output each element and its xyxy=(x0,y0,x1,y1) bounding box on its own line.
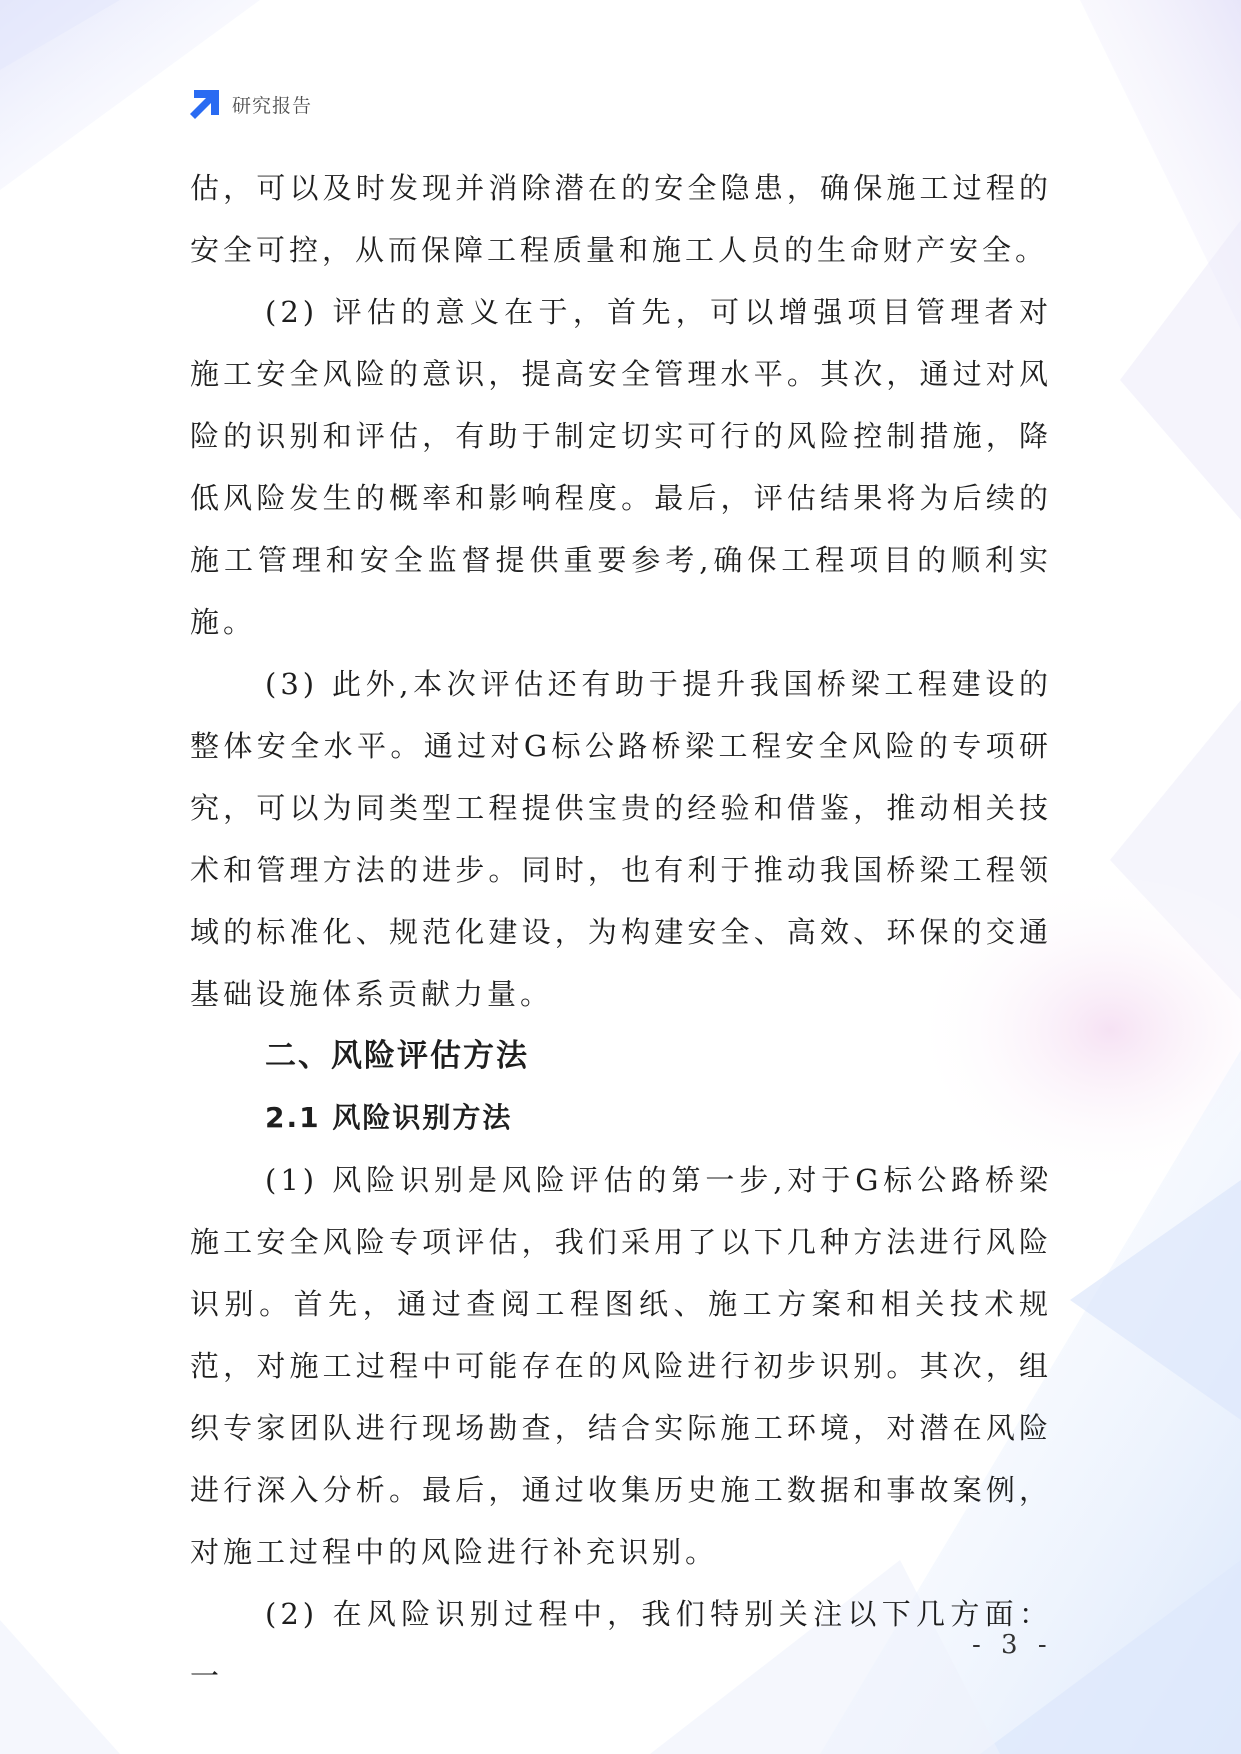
header-title: 研究报告 xyxy=(232,94,313,117)
paragraph-2: (2) 评估的意义在于，首先，可以增强项目管理者对施工安全风险的意识，提高安全管理水平。其次，通过对风险的识别和评估，有助于制定切实可行的风险控制措施，降低风险发生的概率和影响程度。最后，评估结果将为后续的施工管理和安全监督提供重要参考,确保工程项目的顺利实施。 xyxy=(190,295,1052,639)
arrow-up-right-icon xyxy=(188,87,222,121)
subsection-heading: 2.1 风险识别方法 xyxy=(265,1101,513,1134)
document-body xyxy=(190,157,1052,1707)
paragraph-1: 估，可以及时发现并消除潜在的安全隐患，确保施工过程的安全可控，从而保障工程质量和施工人员的生命财产安全。 xyxy=(190,171,1052,267)
report-header xyxy=(188,86,312,122)
section-heading: 二、风险评估方法 xyxy=(265,1038,529,1074)
paragraph-4: (1) 风险识别是风险评估的第一步,对于G标公路桥梁施工安全风险专项评估，我们采用了以下几种方法进行风险识别。首先，通过查阅工程图纸、施工方案和相关技术规范，对施工过程中可能存在的风险进行初步识别。其次，组织专家团队进行现场勘查，结合实际施工环境，对潜在风险进行深入分析。最后，通过收集历史施工数据和事故案例，对施工过程中的风险进行补充识别。 xyxy=(190,1163,1052,1569)
page-number: - 3 - xyxy=(972,1630,1053,1660)
paragraph-5: (2) 在风险识别过程中，我们特别关注以下几方面：一 xyxy=(190,1597,1052,1693)
paragraph-3: (3) 此外,本次评估还有助于提升我国桥梁工程建设的整体安全水平。通过对G标公路桥梁工程安全风险的专项研究，可以为同类型工程提供宝贵的经验和借鉴，推动相关技术和管理方法的进步。同时，也有利于推动我国桥梁工程领域的标准化、规范化建设，为构建安全、高效、环保的交通基础设施体系贡献力量。 xyxy=(190,667,1052,1011)
